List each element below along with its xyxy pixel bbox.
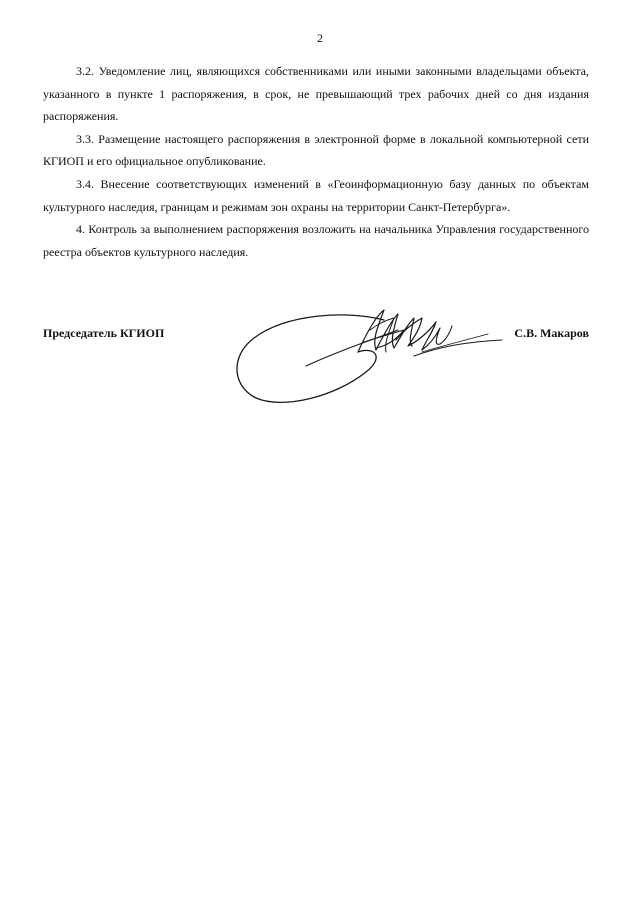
paragraph-3-3: 3.3. Размещение настоящего распоряжения в электронной форме в локальной компьютерной сети КГИОП и его официальное опубликование. bbox=[43, 131, 589, 169]
handwritten-signature bbox=[226, 300, 506, 406]
page-number: 2 bbox=[317, 31, 323, 45]
paragraph-3-4: 3.4. Внесение соответствующих изменений в «Геоинформационную базу данных по объектам культурного наследия, границам и режимам зон охраны на территории Санкт-Петербурга». bbox=[43, 176, 589, 214]
signatory-title: Председатель КГИОП bbox=[43, 326, 165, 340]
signatory-name: С.В. Макаров bbox=[514, 326, 589, 340]
paragraph-4: 4. Контроль за выполнением распоряжения возложить на начальника Управления государственного реестра объектов культурного наследия. bbox=[43, 222, 589, 259]
document-body bbox=[43, 60, 589, 263]
paragraph-3-2: 3.2. Уведомление лиц, являющихся собственниками или иными законными владельцами объекта, указанного в пункте 1 распоряжения, в срок, не превышающий трех рабочих дней со дня издания распоряжения. bbox=[43, 64, 589, 124]
